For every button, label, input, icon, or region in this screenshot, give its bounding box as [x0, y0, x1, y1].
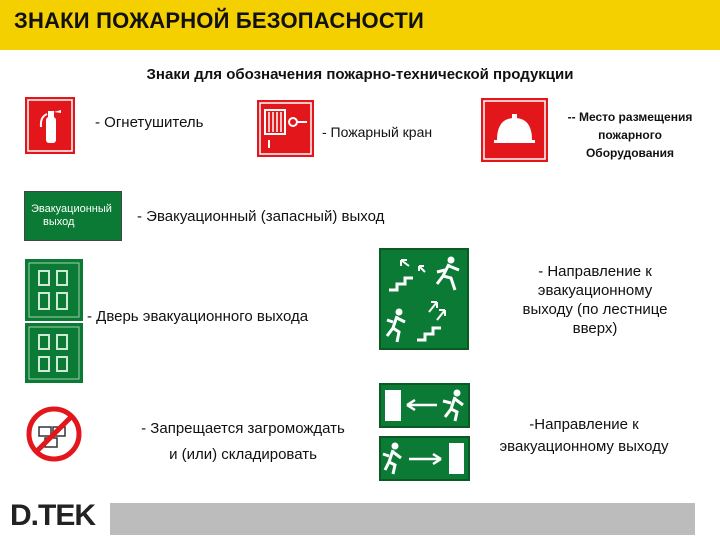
footer-bar — [110, 503, 695, 535]
dtek-logo: D.TEK — [10, 499, 95, 532]
section-subtitle: Знаки для обозначения пожарно-технической продукции — [146, 66, 574, 83]
fire-equipment-label-line2: пожарного — [598, 128, 662, 142]
stairs-up-label — [495, 262, 695, 338]
evacuation-door-label: - Дверь эвакуационного выхода — [87, 308, 309, 325]
exit-direction-label-line1: -Направление к — [529, 416, 639, 433]
running-man-arrow-icon — [381, 385, 468, 426]
fire-equipment-label — [550, 108, 710, 162]
evacuation-exit-sign-line2: выход — [43, 216, 75, 228]
evacuation-door-sign-lower — [25, 323, 83, 383]
fire-hose-sign — [257, 100, 314, 157]
exit-direction-label — [470, 414, 698, 458]
stairs-up-label-line2: эвакуационному — [537, 282, 653, 299]
running-man-stairs-icon — [381, 250, 467, 348]
evacuation-exit-sign — [24, 191, 122, 241]
evacuation-door-sign-upper — [25, 259, 83, 321]
stairs-up-label-line1: - Направление к — [538, 263, 652, 280]
exit-direction-label-line2: эвакуационному выходу — [499, 438, 669, 455]
evacuation-exit-label: - Эвакуационный (запасный) выход — [137, 208, 385, 225]
fire-extinguisher-label: - Огнетушитель — [95, 114, 204, 131]
door-icon — [25, 323, 83, 383]
fire-extinguisher-sign — [25, 97, 75, 154]
fire-equipment-label-line1: -- Место размещения — [567, 110, 693, 124]
running-man-arrow-icon — [381, 438, 468, 479]
stairs-up-label-line3: выходу (по лестнице — [522, 301, 668, 318]
door-icon — [25, 259, 83, 321]
exit-direction-sign-lower — [379, 436, 470, 481]
exit-direction-sign-upper — [379, 383, 470, 428]
fire-extinguisher-icon — [25, 97, 75, 154]
no-clutter-label-line2: и (или) складировать — [169, 446, 317, 463]
fire-hose-icon — [257, 100, 314, 157]
evacuation-exit-sign-line1: Эвакуационный — [31, 203, 112, 215]
fire-hose-label: - Пожарный кран — [322, 124, 433, 140]
fire-equipment-label-line3: Оборудования — [585, 146, 675, 160]
no-clutter-label-line1: - Запрещается загромождать — [141, 420, 345, 437]
no-clutter-label — [108, 416, 378, 468]
no-clutter-sign — [25, 405, 83, 463]
page-title: ЗНАКИ ПОЖАРНОЙ БЕЗОПАСНОСТИ — [14, 8, 425, 33]
prohibition-icon — [25, 405, 83, 463]
stairs-up-sign — [379, 248, 469, 350]
fire-equipment-sign — [481, 98, 548, 162]
stairs-up-label-line4: вверх) — [572, 320, 618, 337]
dome-icon — [481, 98, 548, 162]
